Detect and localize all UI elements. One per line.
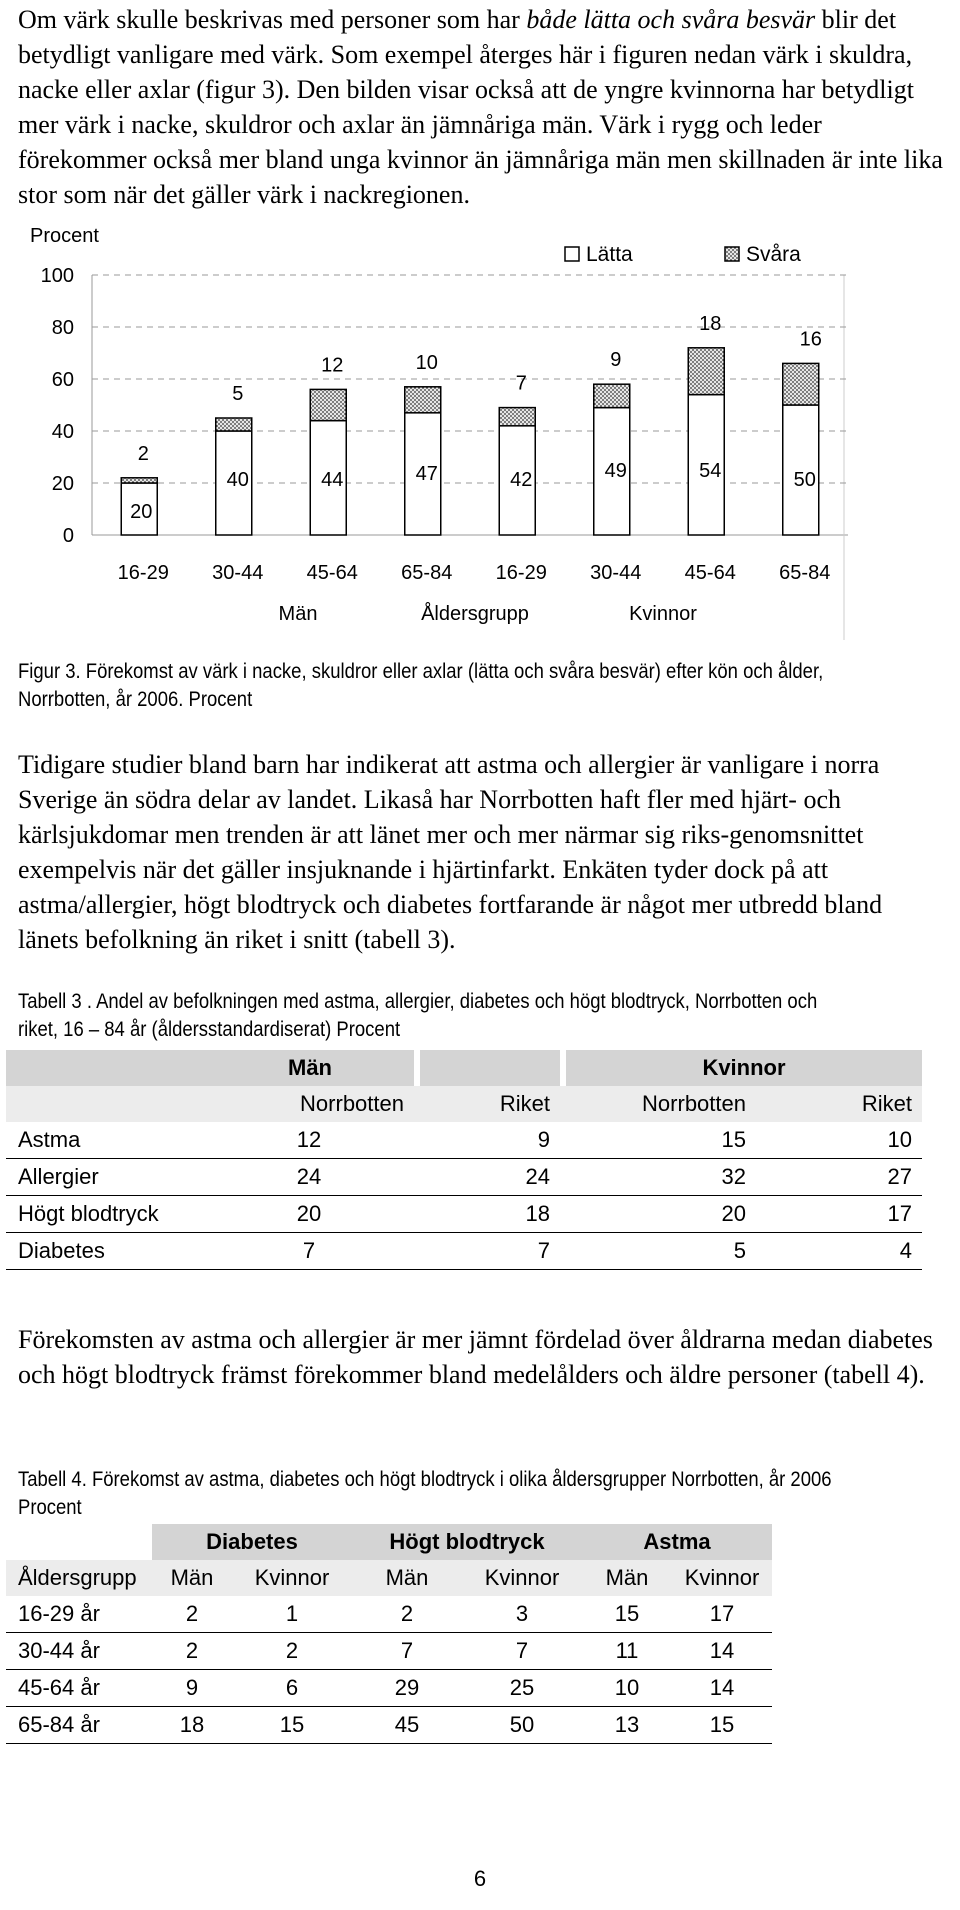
x-tick-label: 16-29 xyxy=(117,562,169,584)
table4-cell: 9 xyxy=(152,1670,232,1707)
value-label-svara: 10 xyxy=(415,351,438,374)
table3-cell: 4 xyxy=(762,1233,922,1270)
table3-cell: 10 xyxy=(762,1122,922,1159)
table4-cell: 29 xyxy=(352,1670,462,1707)
figure-caption: Figur 3. Förekomst av värk i nacke, skuldror eller axlar (lätta och svåra besvär) efter kön och ålder, Norrbotten, år 2006. Procent xyxy=(18,660,824,711)
table3-row-label: Högt blodtryck xyxy=(6,1196,204,1233)
x-tick-label: 45-64 xyxy=(306,562,358,584)
intro-text-start: Om värk skulle beskrivas med personer som har xyxy=(18,5,527,34)
table3-cell: 18 xyxy=(420,1196,560,1233)
table4-row xyxy=(6,1596,772,1633)
legend-swatch-svara xyxy=(725,247,739,261)
table3-row xyxy=(6,1122,922,1159)
table3-cell: 32 xyxy=(566,1159,756,1196)
page-number: 6 xyxy=(473,1866,487,1891)
table4-cell: 25 xyxy=(462,1670,582,1707)
table4-cell: 14 xyxy=(672,1670,772,1707)
figure-3-chart xyxy=(0,225,960,645)
table3-cell: 15 xyxy=(566,1122,756,1159)
x-tick-label: 65-84 xyxy=(779,562,831,584)
table3-cell: 5 xyxy=(566,1233,756,1270)
value-label-svara: 18 xyxy=(699,312,722,335)
table3-row xyxy=(6,1233,922,1270)
table4-subheader: Kvinnor xyxy=(672,1560,772,1596)
table3-row xyxy=(6,1159,922,1196)
y-tick-label: 80 xyxy=(51,317,74,339)
paragraph-3: Förekomsten av astma och allergier är mer jämnt fördelad över åldrarna medan diabetes och högt blodtryck främst förekommer bland medelålders och äldre personer (tabell 4). xyxy=(18,1325,933,1389)
table3-cell: 27 xyxy=(762,1159,922,1196)
table3-caption: Tabell 3 . Andel av befolkningen med astma, allergier, diabetes och högt blodtryck, Norrbotten och riket, 16 – 84 år (åldersstandardiserat) Procent xyxy=(18,990,818,1041)
x-tick-label: 16-29 xyxy=(495,562,547,584)
table3-row-label: Astma xyxy=(6,1122,204,1159)
table3-cell: 24 xyxy=(420,1159,560,1196)
value-label-latta: 42 xyxy=(510,469,533,491)
paragraph-2: Tidigare studier bland barn har indikerat att astma och allergier är vanligare i norra Sverige än södra delar av landet. Likaså har Norrbotten haft fler med hjärt- och kärlsjukdomar men trenden är att länet mer och mer närmar sig riks-genomsnittet exempelvis när det gäller insjuknande i hjärtinfarkt. Enkäten tyder dock på att astma/allergier, högt blodtryck och diabetes fortfarande är något mer utbredd bland länets befolkning än riket i snitt (tabell 3). xyxy=(18,750,883,954)
table4-group-astma: Astma xyxy=(582,1524,772,1560)
table4-cell: 2 xyxy=(232,1633,352,1670)
value-label-latta: 50 xyxy=(793,469,816,491)
table-4 xyxy=(6,1524,772,1744)
table4-caption: Tabell 4. Förekomst av astma, diabetes och högt blodtryck i olika åldersgrupper Norrbotten, år 2006 Procent xyxy=(18,1468,832,1519)
table4-row-label: 16-29 år xyxy=(6,1596,152,1633)
table3-subheader: Norrbotten xyxy=(566,1086,756,1122)
table4-cell: 15 xyxy=(232,1707,352,1744)
table3-subheader: Riket xyxy=(762,1086,922,1122)
table3-cell: 9 xyxy=(420,1122,560,1159)
table4-row xyxy=(6,1707,772,1744)
table4-cell: 3 xyxy=(462,1596,582,1633)
table4-group-hogt-blodtryck: Högt blodtryck xyxy=(352,1524,582,1560)
table4-cell: 14 xyxy=(672,1633,772,1670)
table4-subheader: Män xyxy=(582,1560,672,1596)
value-label-latta: 40 xyxy=(226,469,249,491)
table3-cell: 24 xyxy=(204,1159,414,1196)
value-label-svara: 16 xyxy=(799,328,822,351)
x-tick-label: 30-44 xyxy=(212,562,264,584)
group-label-man: Män xyxy=(278,603,318,625)
table3-group-kvinnor: Kvinnor xyxy=(566,1050,922,1086)
table4-cell: 2 xyxy=(152,1596,232,1633)
chart-ylabel: Procent xyxy=(30,225,99,247)
table4-first-header: Åldersgrupp xyxy=(6,1560,152,1596)
table3-cell: 20 xyxy=(204,1196,414,1233)
legend-swatch-latta xyxy=(565,247,579,261)
bar-svara xyxy=(216,418,252,431)
table4-row xyxy=(6,1633,772,1670)
intro-paragraph xyxy=(18,2,948,212)
value-label-svara: 9 xyxy=(610,349,622,372)
table4-cell: 7 xyxy=(462,1633,582,1670)
table3-subheader: Riket xyxy=(420,1086,560,1122)
table4-row-label: 30-44 år xyxy=(6,1633,152,1670)
table3-group-man: Män xyxy=(6,1050,414,1086)
table-3 xyxy=(6,1050,922,1270)
value-label-svara: 5 xyxy=(232,383,244,405)
table4-cell: 13 xyxy=(582,1707,672,1744)
table3-row-label: Diabetes xyxy=(6,1233,204,1270)
y-tick-label: 100 xyxy=(40,265,74,287)
value-label-svara: 7 xyxy=(515,372,527,395)
table4-cell: 17 xyxy=(672,1596,772,1633)
table4-cell: 2 xyxy=(152,1633,232,1670)
table4-cell: 11 xyxy=(582,1633,672,1670)
table4-cell: 6 xyxy=(232,1670,352,1707)
table3-row-label: Allergier xyxy=(6,1159,204,1196)
value-label-svara: 2 xyxy=(137,442,149,465)
table3-cell: 7 xyxy=(204,1233,414,1270)
bar-svara xyxy=(121,478,157,483)
table4-row-label: 45-64 år xyxy=(6,1670,152,1707)
x-tick-label: 30-44 xyxy=(590,562,642,584)
table4-cell: 15 xyxy=(672,1707,772,1744)
table4-subheader: Kvinnor xyxy=(232,1560,352,1596)
y-tick-label: 40 xyxy=(51,421,74,443)
table4-cell: 7 xyxy=(352,1633,462,1670)
table4-subheader: Män xyxy=(152,1560,232,1596)
bar-svara xyxy=(594,384,630,407)
table4-cell: 18 xyxy=(152,1707,232,1744)
value-label-latta: 49 xyxy=(604,460,627,482)
bar-svara xyxy=(783,363,819,405)
value-label-latta: 54 xyxy=(699,460,722,482)
table4-cell: 15 xyxy=(582,1596,672,1633)
value-label-latta: 44 xyxy=(321,469,344,491)
x-tick-label: 65-84 xyxy=(401,562,453,584)
table4-subheader: Kvinnor xyxy=(462,1560,582,1596)
table3-cell: 17 xyxy=(762,1196,922,1233)
bar-svara xyxy=(310,389,346,420)
legend-label-latta: Lätta xyxy=(586,243,633,266)
table4-row xyxy=(6,1670,772,1707)
bar-svara xyxy=(499,408,535,426)
y-tick-label: 20 xyxy=(51,473,74,495)
y-tick-label: 0 xyxy=(62,525,74,547)
table4-row-label: 65-84 år xyxy=(6,1707,152,1744)
table3-row xyxy=(6,1196,922,1233)
value-label-latta: 47 xyxy=(415,463,438,485)
table3-cell: 7 xyxy=(420,1233,560,1270)
table3-cell: 20 xyxy=(566,1196,756,1233)
table4-subheader: Män xyxy=(352,1560,462,1596)
legend-label-svara: Svåra xyxy=(746,243,801,266)
table4-cell: 50 xyxy=(462,1707,582,1744)
group-label-kvinnor: Kvinnor xyxy=(629,603,697,625)
bar-svara xyxy=(405,387,441,413)
chart-legend xyxy=(565,243,801,266)
table4-cell: 45 xyxy=(352,1707,462,1744)
x-tick-label: 45-64 xyxy=(684,562,736,584)
value-label-latta: 20 xyxy=(130,501,153,523)
table3-cell: 12 xyxy=(204,1122,414,1159)
intro-emphasis: både lätta och svåra besvär xyxy=(526,5,816,34)
intro-text-rest: blir det betydligt vanligare med värk. Som exempel återges här i figuren nedan värk i skuldra, nacke eller axlar (figur 3). Den bilden visar också att de yngre kvinnorna har betydligt mer värk i nacke, skuldror och axlar än jämnåriga män. Värk i rygg och leder förekommer också mer bland unga kvinnor än jämnåriga män men skillnaden är inte lika stor som när det gäller värk i nackregionen. xyxy=(18,5,943,209)
table4-cell: 10 xyxy=(582,1670,672,1707)
table4-group-diabetes: Diabetes xyxy=(152,1524,352,1560)
table4-cell: 1 xyxy=(232,1596,352,1633)
value-label-svara: 12 xyxy=(321,354,344,377)
table4-cell: 2 xyxy=(352,1596,462,1633)
table3-subheader: Norrbotten xyxy=(204,1086,414,1122)
y-tick-label: 60 xyxy=(51,369,74,391)
bar-svara xyxy=(688,348,724,395)
chart-xlabel: Åldersgrupp xyxy=(421,603,529,625)
